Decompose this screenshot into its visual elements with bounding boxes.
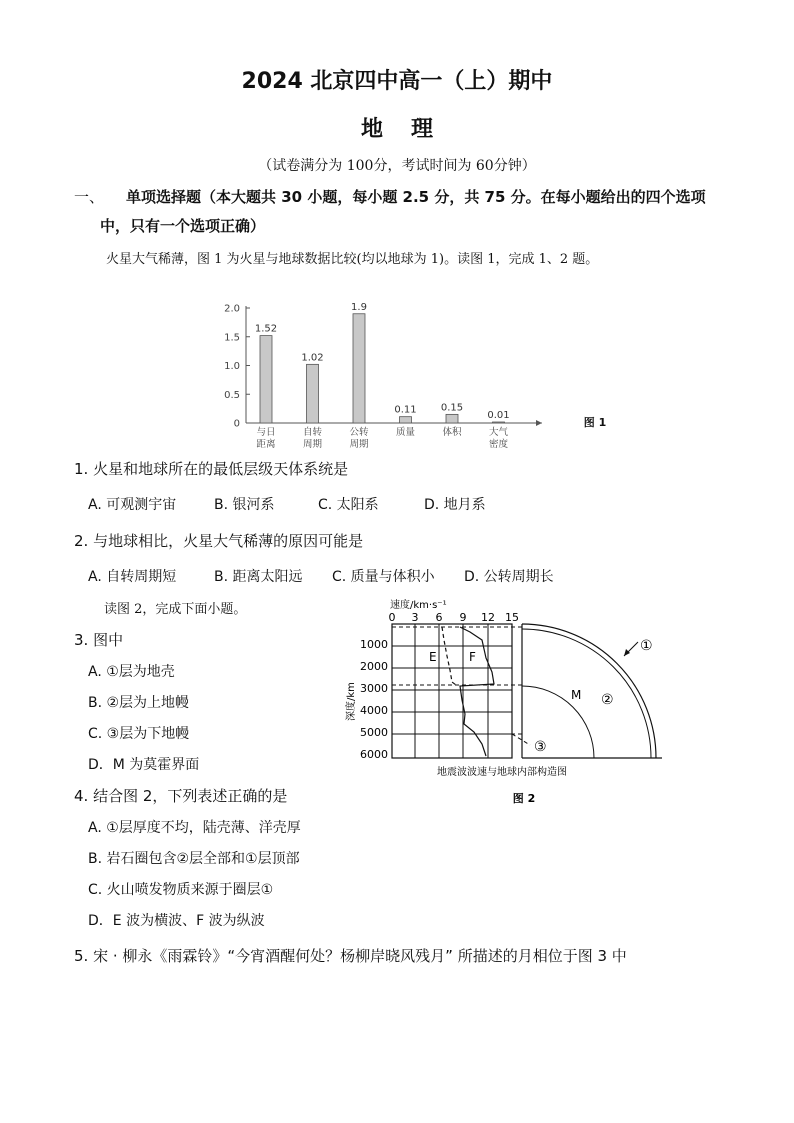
bar — [493, 422, 505, 423]
bar — [307, 364, 319, 423]
depth-axis-label: 深度/km — [346, 682, 357, 721]
bar-value-label: 1.9 — [351, 301, 367, 313]
depth-tick: 6000 — [360, 748, 388, 761]
category-label: 距离 — [256, 439, 276, 450]
page-title: 2024 北京四中高一（上）期中 — [241, 69, 553, 94]
section-instruction: 单项选择题（本大题共 30 小题，每小题 2.5 分，共 75 分。在每小题给出的四个选项 — [126, 188, 706, 206]
bar-value-label: 1.52 — [254, 323, 278, 335]
question-2-option-b: B. 距离太阳远 — [214, 569, 303, 585]
figure1-bar-chart — [210, 296, 630, 458]
question-5-stem: 5. 宋 · 柳永《雨霖铃》“今宵酒醒何处？杨柳岸晓风残月” 所描述的月相位于图 3 中 — [74, 947, 627, 965]
y-tick-label: 0.5 — [224, 389, 240, 401]
section-instruction-cont: 中，只有一个选项正确） — [100, 217, 266, 235]
e-wave-label: E — [429, 650, 437, 664]
bar-value-label: 0.01 — [487, 410, 510, 421]
category-label: 公转 — [349, 427, 369, 438]
category-label: 自转 — [302, 427, 323, 438]
question-3-option-a: A. ①层为地壳 — [88, 664, 175, 680]
depth-tick: 3000 — [360, 682, 388, 695]
subject-title: 地理 — [360, 117, 461, 142]
layer-3-label: ③ — [534, 739, 547, 755]
f-wave-label: F — [469, 650, 476, 664]
category-label: 体积 — [442, 427, 462, 438]
speed-tick: 6 — [435, 611, 443, 624]
question-2-stem: 2. 与地球相比，火星大气稀薄的原因可能是 — [74, 532, 364, 550]
category-label: 质量 — [395, 427, 416, 438]
bar — [353, 314, 365, 423]
bar — [446, 414, 458, 423]
intro-text-fig2: 读图 2，完成下面小题。 — [104, 602, 247, 617]
speed-tick: 3 — [411, 611, 419, 624]
grid-frame — [392, 624, 512, 758]
question-4-option-a: A. ①层厚度不均，陆壳薄、洋壳厚 — [88, 820, 301, 836]
question-4-option-b: B. 岩石圈包含②层全部和①层顶部 — [88, 851, 300, 867]
question-3-option-b: B. ②层为上地幔 — [88, 695, 190, 711]
question-1-stem: 1. 火星和地球所在的最低层级天体系统是 — [74, 460, 349, 478]
question-2-option-a: A. 自转周期短 — [88, 569, 177, 585]
bar — [400, 417, 412, 423]
question-2-option-d: D. 公转周期长 — [464, 569, 554, 585]
category-label: 周期 — [349, 439, 369, 450]
figure2-caption: 地震波波速与地球内部构造图 — [437, 767, 567, 778]
speed-tick: 9 — [459, 611, 467, 624]
depth-tick: 4000 — [360, 704, 388, 717]
category-label: 周期 — [302, 439, 323, 450]
question-1-option-b: B. 银河系 — [214, 497, 275, 513]
question-4-option-d: D．E 波为横波、F 波为纵波 — [88, 913, 265, 929]
bar-value-label: 0.11 — [394, 404, 417, 416]
bar — [260, 336, 272, 423]
exam-note: （试卷满分为 100分，考试时间为 60分钟） — [258, 158, 536, 174]
bar-value-label: 1.02 — [301, 352, 324, 364]
category-label: 大气 — [488, 427, 509, 438]
chart-title: 图 1 — [583, 416, 607, 429]
layer-2-label: ② — [601, 692, 614, 708]
crust-pointer-arrowhead — [624, 649, 630, 656]
category-label: 密度 — [488, 439, 509, 450]
question-1-option-a: A. 可观测宇宙 — [88, 497, 177, 513]
question-2-option-c: C. 质量与体积小 — [332, 569, 435, 585]
speed-tick: 12 — [481, 611, 495, 624]
m-label: M — [571, 688, 582, 702]
intro-text-fig1: 火星大气稀薄，图 1 为火星与地球数据比较(均以地球为 1)。读图 1，完成 1、2 题。 — [106, 252, 599, 267]
grid-lines — [392, 624, 512, 758]
layer-1-label: ① — [640, 638, 653, 654]
speed-tick: 15 — [505, 611, 519, 624]
bar-value-label: 0.15 — [440, 402, 464, 414]
depth-tick: 2000 — [360, 660, 388, 673]
y-tick-label: 1.5 — [224, 332, 240, 344]
e-wave-curve — [442, 627, 456, 685]
question-1-option-d: D. 地月系 — [424, 497, 486, 513]
speed-axis-label: 速度/km·s⁻¹ — [390, 600, 447, 611]
depth-tick: 5000 — [360, 726, 388, 739]
section-number: 一、 — [74, 188, 105, 206]
question-3-option-d: D．M 为莫霍界面 — [88, 757, 200, 773]
speed-tick: 0 — [388, 611, 396, 624]
question-3-option-c: C. ③层为下地幔 — [88, 726, 190, 742]
x-axis-arrow — [536, 420, 542, 426]
category-label: 与日 — [256, 427, 276, 438]
question-3-stem: 3. 图中 — [74, 631, 124, 649]
y-tick-label: 1.0 — [224, 361, 240, 372]
y-tick-label: 0 — [233, 418, 240, 430]
question-4-option-c: C. 火山喷发物质来源于圈层① — [88, 882, 274, 898]
question-1-option-c: C. 太阳系 — [318, 497, 379, 513]
depth-tick: 1000 — [360, 638, 388, 651]
y-tick-label: 2.0 — [224, 303, 240, 315]
figure2-title: 图 2 — [512, 792, 536, 805]
figure2-diagram — [334, 596, 700, 810]
question-4-stem: 4. 结合图 2，下列表述正确的是 — [74, 787, 288, 805]
